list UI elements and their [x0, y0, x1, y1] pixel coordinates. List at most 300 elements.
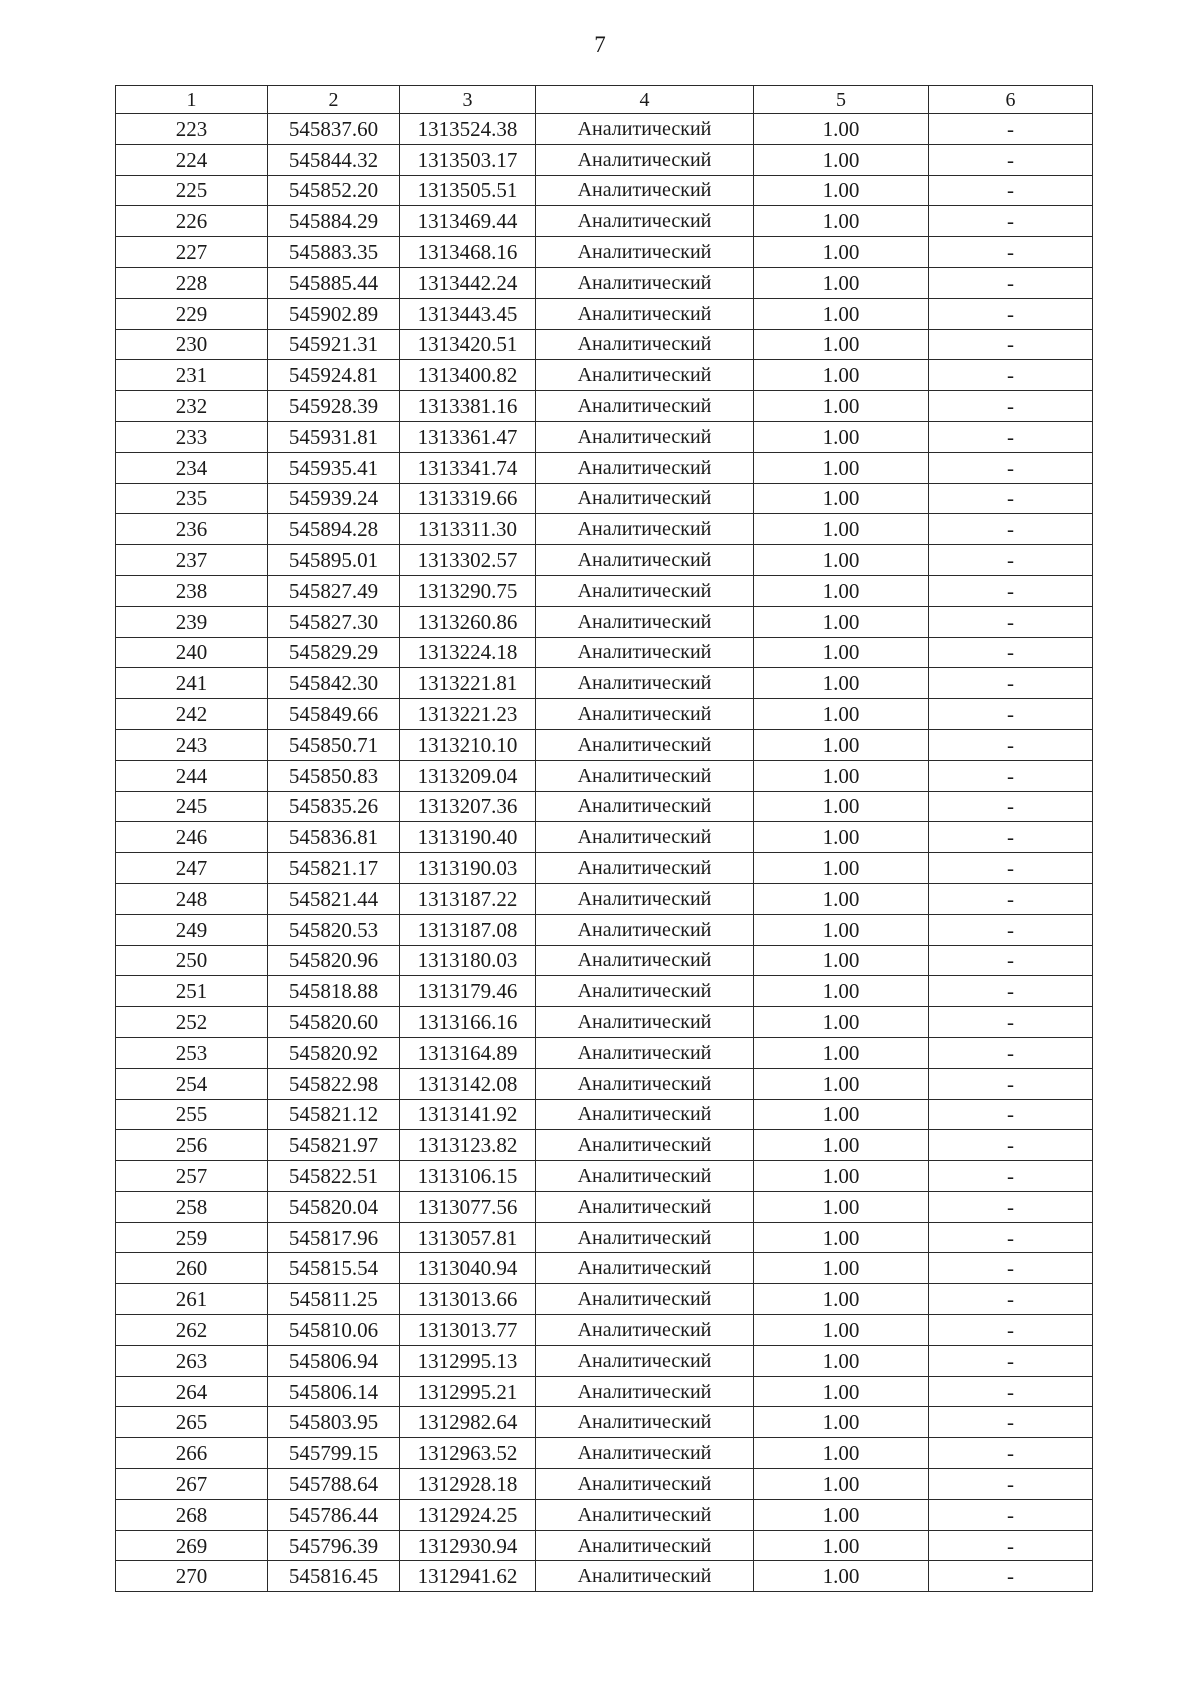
note-cell: - [929, 791, 1093, 822]
x-coordinate-cell: 545935.41 [268, 452, 400, 483]
y-coordinate-cell: 1313190.40 [400, 822, 536, 853]
method-cell: Аналитический [536, 945, 754, 976]
method-cell: Аналитический [536, 760, 754, 791]
x-coordinate-cell: 545827.49 [268, 575, 400, 606]
accuracy-cell: 1.00 [754, 144, 929, 175]
note-cell: - [929, 914, 1093, 945]
x-coordinate-cell: 545816.45 [268, 1561, 400, 1592]
y-coordinate-cell: 1313260.86 [400, 606, 536, 637]
point-number-cell: 233 [116, 421, 268, 452]
point-number-cell: 247 [116, 853, 268, 884]
table-row [116, 1130, 1093, 1161]
note-cell: - [929, 575, 1093, 606]
accuracy-cell: 1.00 [754, 267, 929, 298]
method-cell: Аналитический [536, 360, 754, 391]
method-cell: Аналитический [536, 1037, 754, 1068]
x-coordinate-cell: 545822.98 [268, 1068, 400, 1099]
table-row [116, 421, 1093, 452]
note-cell: - [929, 329, 1093, 360]
note-cell: - [929, 606, 1093, 637]
point-number-cell: 258 [116, 1191, 268, 1222]
note-cell: - [929, 1068, 1093, 1099]
x-coordinate-cell: 545821.44 [268, 883, 400, 914]
method-cell: Аналитический [536, 421, 754, 452]
note-cell: - [929, 237, 1093, 268]
x-coordinate-cell: 545820.92 [268, 1037, 400, 1068]
point-number-cell: 223 [116, 114, 268, 145]
column-header-4: 4 [536, 86, 754, 114]
table-row [116, 514, 1093, 545]
note-cell: - [929, 144, 1093, 175]
point-number-cell: 266 [116, 1438, 268, 1469]
accuracy-cell: 1.00 [754, 853, 929, 884]
y-coordinate-cell: 1312963.52 [400, 1438, 536, 1469]
note-cell: - [929, 1284, 1093, 1315]
y-coordinate-cell: 1313106.15 [400, 1161, 536, 1192]
method-cell: Аналитический [536, 976, 754, 1007]
point-number-cell: 255 [116, 1099, 268, 1130]
table-row [116, 760, 1093, 791]
note-cell: - [929, 668, 1093, 699]
x-coordinate-cell: 545820.53 [268, 914, 400, 945]
table-row [116, 976, 1093, 1007]
note-cell: - [929, 1007, 1093, 1038]
method-cell: Аналитический [536, 1191, 754, 1222]
table-row [116, 206, 1093, 237]
y-coordinate-cell: 1312995.21 [400, 1376, 536, 1407]
method-cell: Аналитический [536, 1068, 754, 1099]
accuracy-cell: 1.00 [754, 298, 929, 329]
point-number-cell: 254 [116, 1068, 268, 1099]
table-row [116, 1037, 1093, 1068]
accuracy-cell: 1.00 [754, 1315, 929, 1346]
accuracy-cell: 1.00 [754, 791, 929, 822]
accuracy-cell: 1.00 [754, 514, 929, 545]
y-coordinate-cell: 1313077.56 [400, 1191, 536, 1222]
y-coordinate-cell: 1313221.23 [400, 699, 536, 730]
method-cell: Аналитический [536, 606, 754, 637]
table-row [116, 1438, 1093, 1469]
note-cell: - [929, 1161, 1093, 1192]
method-cell: Аналитический [536, 175, 754, 206]
x-coordinate-cell: 545786.44 [268, 1499, 400, 1530]
x-coordinate-cell: 545821.12 [268, 1099, 400, 1130]
table-row [116, 1099, 1093, 1130]
note-cell: - [929, 1037, 1093, 1068]
y-coordinate-cell: 1313187.08 [400, 914, 536, 945]
note-cell: - [929, 1499, 1093, 1530]
y-coordinate-cell: 1313013.77 [400, 1315, 536, 1346]
method-cell: Аналитический [536, 298, 754, 329]
point-number-cell: 234 [116, 452, 268, 483]
point-number-cell: 235 [116, 483, 268, 514]
method-cell: Аналитический [536, 853, 754, 884]
note-cell: - [929, 1469, 1093, 1500]
point-number-cell: 270 [116, 1561, 268, 1592]
note-cell: - [929, 699, 1093, 730]
table-row [116, 1253, 1093, 1284]
accuracy-cell: 1.00 [754, 1530, 929, 1561]
method-cell: Аналитический [536, 452, 754, 483]
page-number: 7 [594, 32, 606, 57]
point-number-cell: 256 [116, 1130, 268, 1161]
method-cell: Аналитический [536, 822, 754, 853]
point-number-cell: 240 [116, 637, 268, 668]
note-cell: - [929, 729, 1093, 760]
y-coordinate-cell: 1313381.16 [400, 391, 536, 422]
table-row [116, 114, 1093, 145]
accuracy-cell: 1.00 [754, 976, 929, 1007]
x-coordinate-cell: 545849.66 [268, 699, 400, 730]
point-number-cell: 261 [116, 1284, 268, 1315]
table-row [116, 1530, 1093, 1561]
point-number-cell: 224 [116, 144, 268, 175]
accuracy-cell: 1.00 [754, 668, 929, 699]
y-coordinate-cell: 1313341.74 [400, 452, 536, 483]
x-coordinate-cell: 545818.88 [268, 976, 400, 1007]
table-row [116, 668, 1093, 699]
table-row [116, 360, 1093, 391]
method-cell: Аналитический [536, 514, 754, 545]
accuracy-cell: 1.00 [754, 1345, 929, 1376]
note-cell: - [929, 1561, 1093, 1592]
table-row [116, 237, 1093, 268]
method-cell: Аналитический [536, 206, 754, 237]
table-row [116, 483, 1093, 514]
x-coordinate-cell: 545829.29 [268, 637, 400, 668]
accuracy-cell: 1.00 [754, 822, 929, 853]
accuracy-cell: 1.00 [754, 1253, 929, 1284]
accuracy-cell: 1.00 [754, 760, 929, 791]
accuracy-cell: 1.00 [754, 1007, 929, 1038]
method-cell: Аналитический [536, 1315, 754, 1346]
accuracy-cell: 1.00 [754, 237, 929, 268]
method-cell: Аналитический [536, 1407, 754, 1438]
accuracy-cell: 1.00 [754, 360, 929, 391]
table-row [116, 267, 1093, 298]
y-coordinate-cell: 1313524.38 [400, 114, 536, 145]
y-coordinate-cell: 1313142.08 [400, 1068, 536, 1099]
method-cell: Аналитический [536, 545, 754, 576]
x-coordinate-cell: 545820.96 [268, 945, 400, 976]
note-cell: - [929, 1253, 1093, 1284]
method-cell: Аналитический [536, 237, 754, 268]
y-coordinate-cell: 1313141.92 [400, 1099, 536, 1130]
y-coordinate-cell: 1313187.22 [400, 883, 536, 914]
method-cell: Аналитический [536, 329, 754, 360]
y-coordinate-cell: 1312928.18 [400, 1469, 536, 1500]
point-number-cell: 241 [116, 668, 268, 699]
table-row [116, 1315, 1093, 1346]
point-number-cell: 237 [116, 545, 268, 576]
point-number-cell: 228 [116, 267, 268, 298]
accuracy-cell: 1.00 [754, 1068, 929, 1099]
note-cell: - [929, 883, 1093, 914]
method-cell: Аналитический [536, 699, 754, 730]
method-cell: Аналитический [536, 1561, 754, 1592]
y-coordinate-cell: 1313468.16 [400, 237, 536, 268]
table-row [116, 329, 1093, 360]
x-coordinate-cell: 545837.60 [268, 114, 400, 145]
method-cell: Аналитический [536, 1376, 754, 1407]
accuracy-cell: 1.00 [754, 1222, 929, 1253]
note-cell: - [929, 1130, 1093, 1161]
note-cell: - [929, 360, 1093, 391]
x-coordinate-cell: 545827.30 [268, 606, 400, 637]
table-row [116, 298, 1093, 329]
accuracy-cell: 1.00 [754, 1099, 929, 1130]
table-row [116, 1376, 1093, 1407]
table-row [116, 945, 1093, 976]
method-cell: Аналитический [536, 791, 754, 822]
accuracy-cell: 1.00 [754, 1284, 929, 1315]
x-coordinate-cell: 545852.20 [268, 175, 400, 206]
y-coordinate-cell: 1312982.64 [400, 1407, 536, 1438]
x-coordinate-cell: 545815.54 [268, 1253, 400, 1284]
note-cell: - [929, 1345, 1093, 1376]
table-row [116, 452, 1093, 483]
x-coordinate-cell: 545821.97 [268, 1130, 400, 1161]
point-number-cell: 252 [116, 1007, 268, 1038]
method-cell: Аналитический [536, 1530, 754, 1561]
table-row [116, 1007, 1093, 1038]
table-row [116, 545, 1093, 576]
y-coordinate-cell: 1313164.89 [400, 1037, 536, 1068]
method-cell: Аналитический [536, 114, 754, 145]
accuracy-cell: 1.00 [754, 729, 929, 760]
x-coordinate-cell: 545810.06 [268, 1315, 400, 1346]
method-cell: Аналитический [536, 1099, 754, 1130]
x-coordinate-cell: 545806.14 [268, 1376, 400, 1407]
table-row [116, 391, 1093, 422]
accuracy-cell: 1.00 [754, 175, 929, 206]
accuracy-cell: 1.00 [754, 421, 929, 452]
point-number-cell: 248 [116, 883, 268, 914]
column-header-1: 1 [116, 86, 268, 114]
y-coordinate-cell: 1313503.17 [400, 144, 536, 175]
x-coordinate-cell: 545788.64 [268, 1469, 400, 1500]
method-cell: Аналитический [536, 1130, 754, 1161]
y-coordinate-cell: 1313123.82 [400, 1130, 536, 1161]
table-row [116, 699, 1093, 730]
point-number-cell: 232 [116, 391, 268, 422]
table-row [116, 791, 1093, 822]
point-number-cell: 239 [116, 606, 268, 637]
y-coordinate-cell: 1313290.75 [400, 575, 536, 606]
point-number-cell: 226 [116, 206, 268, 237]
x-coordinate-cell: 545822.51 [268, 1161, 400, 1192]
table-row [116, 1191, 1093, 1222]
method-cell: Аналитический [536, 668, 754, 699]
table-row [116, 1345, 1093, 1376]
accuracy-cell: 1.00 [754, 637, 929, 668]
x-coordinate-cell: 545844.32 [268, 144, 400, 175]
x-coordinate-cell: 545803.95 [268, 1407, 400, 1438]
x-coordinate-cell: 545921.31 [268, 329, 400, 360]
accuracy-cell: 1.00 [754, 1161, 929, 1192]
y-coordinate-cell: 1313057.81 [400, 1222, 536, 1253]
point-number-cell: 227 [116, 237, 268, 268]
table-row [116, 1222, 1093, 1253]
point-number-cell: 225 [116, 175, 268, 206]
x-coordinate-cell: 545836.81 [268, 822, 400, 853]
note-cell: - [929, 1099, 1093, 1130]
x-coordinate-cell: 545894.28 [268, 514, 400, 545]
method-cell: Аналитический [536, 267, 754, 298]
accuracy-cell: 1.00 [754, 1037, 929, 1068]
note-cell: - [929, 452, 1093, 483]
note-cell: - [929, 421, 1093, 452]
x-coordinate-cell: 545820.60 [268, 1007, 400, 1038]
table-header [116, 86, 1093, 114]
x-coordinate-cell: 545796.39 [268, 1530, 400, 1561]
y-coordinate-cell: 1313224.18 [400, 637, 536, 668]
point-number-cell: 265 [116, 1407, 268, 1438]
accuracy-cell: 1.00 [754, 1438, 929, 1469]
method-cell: Аналитический [536, 144, 754, 175]
table-row [116, 914, 1093, 945]
x-coordinate-cell: 545902.89 [268, 298, 400, 329]
accuracy-cell: 1.00 [754, 914, 929, 945]
method-cell: Аналитический [536, 1161, 754, 1192]
method-cell: Аналитический [536, 1345, 754, 1376]
table-body [116, 114, 1093, 1592]
note-cell: - [929, 514, 1093, 545]
point-number-cell: 249 [116, 914, 268, 945]
method-cell: Аналитический [536, 914, 754, 945]
point-number-cell: 259 [116, 1222, 268, 1253]
y-coordinate-cell: 1313180.03 [400, 945, 536, 976]
table-row [116, 606, 1093, 637]
y-coordinate-cell: 1312930.94 [400, 1530, 536, 1561]
x-coordinate-cell: 545924.81 [268, 360, 400, 391]
column-header-6: 6 [929, 86, 1093, 114]
x-coordinate-cell: 545850.83 [268, 760, 400, 791]
y-coordinate-cell: 1313040.94 [400, 1253, 536, 1284]
accuracy-cell: 1.00 [754, 391, 929, 422]
y-coordinate-cell: 1312995.13 [400, 1345, 536, 1376]
point-number-cell: 229 [116, 298, 268, 329]
y-coordinate-cell: 1312924.25 [400, 1499, 536, 1530]
point-number-cell: 230 [116, 329, 268, 360]
method-cell: Аналитический [536, 637, 754, 668]
point-number-cell: 264 [116, 1376, 268, 1407]
table-row [116, 1068, 1093, 1099]
table-row [116, 883, 1093, 914]
coordinates-table [115, 85, 1093, 1592]
x-coordinate-cell: 545821.17 [268, 853, 400, 884]
note-cell: - [929, 945, 1093, 976]
method-cell: Аналитический [536, 575, 754, 606]
note-cell: - [929, 298, 1093, 329]
accuracy-cell: 1.00 [754, 1130, 929, 1161]
x-coordinate-cell: 545820.04 [268, 1191, 400, 1222]
point-number-cell: 262 [116, 1315, 268, 1346]
y-coordinate-cell: 1313190.03 [400, 853, 536, 884]
table-row [116, 175, 1093, 206]
point-number-cell: 267 [116, 1469, 268, 1500]
y-coordinate-cell: 1313013.66 [400, 1284, 536, 1315]
y-coordinate-cell: 1313311.30 [400, 514, 536, 545]
table-row [116, 1499, 1093, 1530]
accuracy-cell: 1.00 [754, 114, 929, 145]
x-coordinate-cell: 545850.71 [268, 729, 400, 760]
point-number-cell: 257 [116, 1161, 268, 1192]
note-cell: - [929, 1530, 1093, 1561]
header-row [116, 86, 1093, 114]
y-coordinate-cell: 1313505.51 [400, 175, 536, 206]
table-row [116, 637, 1093, 668]
method-cell: Аналитический [536, 729, 754, 760]
accuracy-cell: 1.00 [754, 699, 929, 730]
method-cell: Аналитический [536, 1438, 754, 1469]
note-cell: - [929, 545, 1093, 576]
method-cell: Аналитический [536, 1007, 754, 1038]
table-row [116, 853, 1093, 884]
y-coordinate-cell: 1313221.81 [400, 668, 536, 699]
y-coordinate-cell: 1313209.04 [400, 760, 536, 791]
accuracy-cell: 1.00 [754, 1191, 929, 1222]
note-cell: - [929, 853, 1093, 884]
y-coordinate-cell: 1313361.47 [400, 421, 536, 452]
x-coordinate-cell: 545928.39 [268, 391, 400, 422]
y-coordinate-cell: 1313179.46 [400, 976, 536, 1007]
y-coordinate-cell: 1313207.36 [400, 791, 536, 822]
note-cell: - [929, 760, 1093, 791]
accuracy-cell: 1.00 [754, 483, 929, 514]
y-coordinate-cell: 1313302.57 [400, 545, 536, 576]
point-number-cell: 236 [116, 514, 268, 545]
x-coordinate-cell: 545895.01 [268, 545, 400, 576]
y-coordinate-cell: 1313469.44 [400, 206, 536, 237]
accuracy-cell: 1.00 [754, 206, 929, 237]
table-row [116, 1469, 1093, 1500]
x-coordinate-cell: 545883.35 [268, 237, 400, 268]
x-coordinate-cell: 545939.24 [268, 483, 400, 514]
point-number-cell: 243 [116, 729, 268, 760]
method-cell: Аналитический [536, 391, 754, 422]
accuracy-cell: 1.00 [754, 452, 929, 483]
point-number-cell: 238 [116, 575, 268, 606]
note-cell: - [929, 1315, 1093, 1346]
method-cell: Аналитический [536, 1253, 754, 1284]
y-coordinate-cell: 1313400.82 [400, 360, 536, 391]
note-cell: - [929, 206, 1093, 237]
x-coordinate-cell: 545806.94 [268, 1345, 400, 1376]
table-row [116, 144, 1093, 175]
note-cell: - [929, 175, 1093, 206]
y-coordinate-cell: 1313443.45 [400, 298, 536, 329]
point-number-cell: 268 [116, 1499, 268, 1530]
method-cell: Аналитический [536, 1284, 754, 1315]
note-cell: - [929, 1438, 1093, 1469]
column-header-3: 3 [400, 86, 536, 114]
y-coordinate-cell: 1313210.10 [400, 729, 536, 760]
x-coordinate-cell: 545842.30 [268, 668, 400, 699]
table-row [116, 1284, 1093, 1315]
y-coordinate-cell: 1312941.62 [400, 1561, 536, 1592]
accuracy-cell: 1.00 [754, 1561, 929, 1592]
method-cell: Аналитический [536, 1222, 754, 1253]
accuracy-cell: 1.00 [754, 545, 929, 576]
table-row [116, 822, 1093, 853]
note-cell: - [929, 976, 1093, 1007]
point-number-cell: 263 [116, 1345, 268, 1376]
accuracy-cell: 1.00 [754, 1469, 929, 1500]
method-cell: Аналитический [536, 483, 754, 514]
note-cell: - [929, 1376, 1093, 1407]
y-coordinate-cell: 1313166.16 [400, 1007, 536, 1038]
